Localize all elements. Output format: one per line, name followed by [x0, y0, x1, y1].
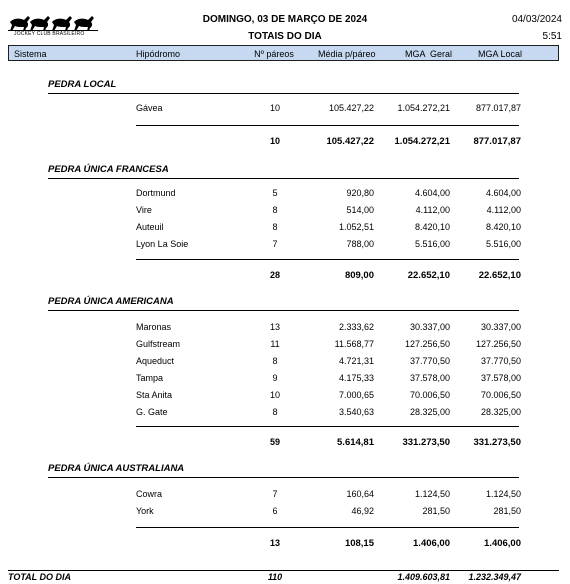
report-title: DOMINGO, 03 DE MARÇO DE 2024	[202, 14, 368, 25]
row-hipodromo: Cowra	[136, 489, 163, 499]
subtotal-separator	[136, 426, 519, 427]
row-mga-local: 281,50	[493, 505, 521, 516]
row-media: 920,80	[346, 188, 374, 198]
row-hipodromo: Tampa	[136, 373, 164, 383]
grand-total-label: TOTAL DO DIA	[8, 572, 71, 582]
subtotal-media: 105.427,22	[326, 136, 374, 147]
row-mga-geral: 1.054.272,21	[397, 103, 450, 113]
subtotal-separator	[136, 259, 519, 260]
row-media: 2.333,62	[338, 322, 374, 332]
row-hipodromo: Vire	[136, 205, 152, 215]
row-media: 3.540,63	[338, 407, 374, 417]
section-separator	[48, 178, 519, 179]
row-races: 9	[272, 373, 278, 383]
row-mga-geral: 37.770,50	[409, 356, 450, 366]
section-separator	[48, 310, 519, 311]
row-mga-local: 1.124,50	[485, 489, 521, 499]
row-media: 105.427,22	[328, 103, 374, 113]
row-hipodromo: Sta Anita	[136, 390, 173, 400]
row-mga-geral: 8.420,10	[414, 222, 450, 232]
row-hipodromo: Lyon La Soie	[136, 239, 189, 249]
row-races: 13	[269, 322, 280, 332]
row-races: 8	[272, 222, 278, 232]
row-mga-local: 30.337,00	[480, 322, 521, 332]
logo-caption: JOCKEY CLUB BRASILEIRO	[14, 31, 85, 37]
subtotal-media: 108,15	[344, 538, 374, 549]
subtotal-races: 28	[269, 270, 280, 280]
section-separator	[48, 477, 519, 478]
subtotal-mga-geral: 1.054.272,21	[394, 136, 450, 147]
row-races: 10	[269, 390, 280, 400]
row-races: 8	[272, 205, 278, 215]
row-mga-geral: 5.516,00	[414, 239, 450, 249]
row-media: 788,00	[346, 239, 374, 249]
row-races: 7	[272, 489, 278, 499]
subtotal-mga-local: 1.406,00	[484, 538, 521, 549]
row-mga-geral: 1.124,50	[414, 489, 450, 499]
row-hipodromo: Gávea	[136, 103, 163, 113]
subtotal-mga-geral: 22.652,10	[407, 270, 450, 281]
row-hipodromo: Dortmund	[136, 188, 176, 198]
row-races: 5	[272, 188, 278, 198]
row-mga-local: 127.256,50	[475, 339, 521, 349]
row-mga-geral: 30.337,00	[409, 322, 450, 332]
report-time: 5:51	[542, 31, 562, 42]
column-header-media: Média p/páreo	[318, 49, 376, 59]
section-title: PEDRA ÚNICA FRANCESA	[48, 164, 169, 175]
row-mga-local: 28.325,00	[480, 407, 521, 417]
subtotal-races: 59	[269, 437, 280, 447]
subtotal-mga-local: 877.017,87	[473, 136, 521, 147]
row-mga-geral: 28.325,00	[409, 407, 450, 417]
row-hipodromo: Maronas	[136, 322, 172, 332]
subtotal-mga-geral: 1.406,00	[413, 538, 450, 549]
column-header-nparos: Nº páreos	[254, 49, 294, 59]
subtotal-races: 13	[269, 538, 280, 548]
section-title: PEDRA ÚNICA AUSTRALIANA	[48, 463, 185, 474]
row-media: 4.721,31	[338, 356, 374, 366]
row-hipodromo: Gulfstream	[136, 339, 181, 349]
row-hipodromo: York	[136, 505, 154, 516]
row-mga-local: 4.604,00	[485, 188, 521, 198]
row-mga-local: 8.420,10	[485, 222, 521, 232]
subtotal-mga-local: 331.273,50	[473, 437, 521, 448]
row-mga-geral: 281,50	[422, 505, 450, 516]
grand-total-separator	[8, 570, 559, 571]
row-races: 10	[269, 103, 280, 113]
row-media: 11.568,77	[334, 339, 374, 349]
row-races: 11	[270, 339, 280, 349]
subtotal-mga-local: 22.652,10	[478, 270, 521, 281]
row-hipodromo: Auteuil	[136, 222, 164, 232]
column-header-hipodromo: Hipódromo	[136, 49, 181, 59]
grand-total-races: 110	[267, 572, 283, 582]
subtotal-mga-geral: 331.273,50	[402, 437, 450, 448]
row-media: 1.052,51	[338, 222, 374, 232]
subtotal-media: 809,00	[344, 270, 374, 281]
report-date: 04/03/2024	[511, 14, 562, 25]
row-media: 160,64	[346, 489, 374, 499]
row-mga-geral: 127.256,50	[404, 339, 450, 349]
grand-total-mga-local: 1.232.349,47	[468, 572, 521, 582]
row-mga-local: 877.017,87	[475, 103, 521, 113]
section-title: PEDRA ÚNICA AMERICANA	[48, 296, 174, 307]
row-media: 46,92	[351, 505, 374, 516]
subtotal-races: 10	[269, 136, 280, 146]
row-media: 514,00	[346, 205, 374, 215]
subtotal-media: 5.614,81	[337, 437, 374, 448]
row-hipodromo: G. Gate	[136, 407, 168, 417]
column-header-sistema: Sistema	[14, 49, 47, 59]
section-separator	[48, 93, 519, 94]
row-mga-geral: 37.578,00	[409, 373, 450, 383]
row-mga-geral: 4.604,00	[414, 188, 450, 198]
row-hipodromo: Aqueduct	[136, 356, 175, 366]
row-races: 6	[272, 505, 278, 516]
grand-total-mga-geral: 1.409.603,81	[397, 572, 450, 582]
row-mga-local: 70.006,50	[480, 390, 521, 400]
row-media: 4.175,33	[338, 373, 374, 383]
row-mga-local: 37.770,50	[480, 356, 521, 366]
row-mga-local: 5.516,00	[485, 239, 521, 249]
row-mga-geral: 4.112,00	[415, 205, 450, 215]
column-header-mga-geral: MGA Geral	[405, 49, 453, 59]
subtotal-separator	[136, 125, 519, 126]
subtotal-separator	[136, 527, 519, 528]
section-title: PEDRA LOCAL	[48, 79, 117, 90]
row-races: 7	[272, 239, 278, 249]
row-races: 8	[272, 356, 278, 366]
row-races: 8	[272, 407, 278, 417]
row-media: 7.000,65	[338, 390, 374, 400]
row-mga-local: 4.112,00	[486, 205, 521, 215]
column-header-mga-local: MGA Local	[478, 49, 523, 59]
report-subtitle: TOTAIS DO DIA	[248, 31, 322, 42]
row-mga-geral: 70.006,50	[409, 390, 450, 400]
row-mga-local: 37.578,00	[480, 373, 521, 383]
